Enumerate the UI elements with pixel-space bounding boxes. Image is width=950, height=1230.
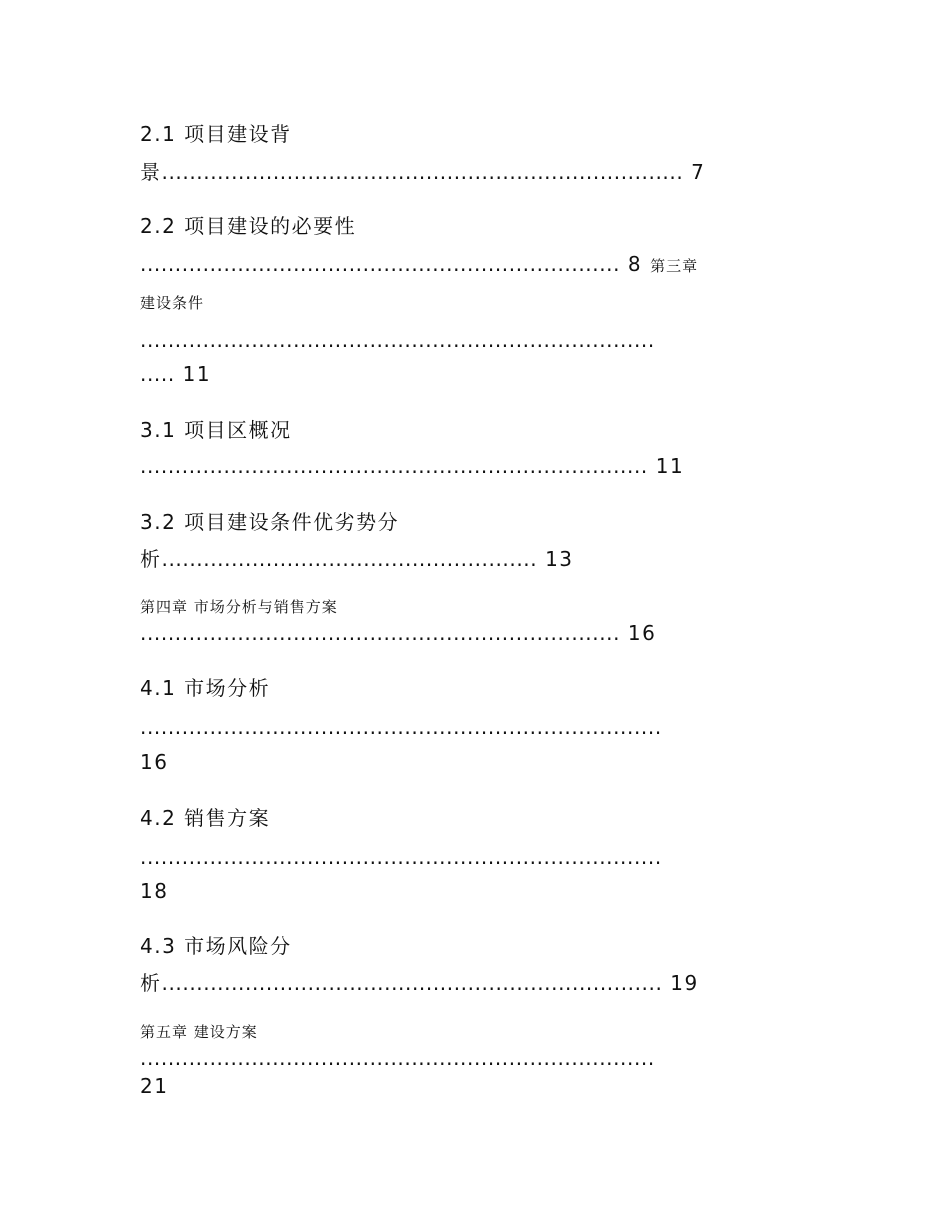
toc-line-ch4 [140, 621, 656, 645]
toc-title-ch4: 第四章 市场分析与销售方案 [140, 598, 338, 616]
toc-title-4-3: 4.3 市场风险分 [140, 934, 292, 958]
toc-page-number: 7 [691, 160, 706, 184]
toc-leader: ........................................................................ [161, 971, 663, 995]
toc-leader: ..... [140, 362, 175, 386]
toc-leader: ......................................................................... [140, 454, 648, 478]
toc-title-4-1: 4.1 市场分析 [140, 676, 271, 700]
toc-title-3-1: 3.1 项目区概况 [140, 418, 292, 442]
toc-title-4-2: 4.2 销售方案 [140, 806, 271, 830]
toc-leader: ........................................................................... [161, 160, 684, 184]
toc-line-3-1 [140, 454, 684, 478]
toc-page-number: 11 [182, 362, 212, 386]
toc-title-wrap: 景 [140, 160, 162, 184]
toc-leader-ch3 [140, 328, 655, 352]
toc-leader: ..................................................................... [140, 252, 621, 276]
toc-page-ch5: 21 [140, 1074, 169, 1098]
toc-leader: ..................................................................... [140, 621, 621, 645]
toc-leader: .......................................................................... [140, 1046, 655, 1070]
toc-page-number: 13 [545, 547, 574, 571]
toc-page-4-1: 16 [140, 750, 169, 774]
toc-leader-4-1 [140, 715, 662, 739]
toc-chapter-3-prefix: 第三章 [650, 257, 699, 275]
toc-line-2-1 [140, 160, 705, 184]
toc-line-2-2 [140, 252, 698, 278]
toc-leader-ch5 [140, 1046, 655, 1070]
toc-line-3-2 [140, 547, 574, 571]
toc-line-ch3 [140, 362, 211, 386]
toc-leader: ...................................................... [161, 547, 538, 571]
toc-leader: .......................................................................... [140, 328, 655, 352]
toc-page-number: 19 [670, 971, 699, 995]
toc-page-number: 8 [627, 252, 643, 276]
toc-title-wrap: 析 [140, 971, 162, 995]
toc-page-4-2: 18 [140, 879, 169, 903]
toc-title-ch3: 建设条件 [140, 294, 205, 312]
toc-leader: ........................................................................... [140, 715, 662, 739]
toc-leader: ........................................................................... [140, 845, 662, 869]
toc-title-wrap: 析 [140, 547, 162, 571]
toc-title-3-2: 3.2 项目建设条件优劣势分 [140, 510, 400, 534]
toc-leader-4-2 [140, 845, 662, 869]
toc-page-number: 11 [655, 454, 685, 478]
toc-page-number: 16 [627, 621, 657, 645]
toc-title-2-1: 2.1 项目建设背 [140, 122, 292, 146]
toc-line-4-3 [140, 971, 699, 995]
toc-title-2-2: 2.2 项目建设的必要性 [140, 214, 357, 238]
toc-title-ch5: 第五章 建设方案 [140, 1023, 258, 1041]
